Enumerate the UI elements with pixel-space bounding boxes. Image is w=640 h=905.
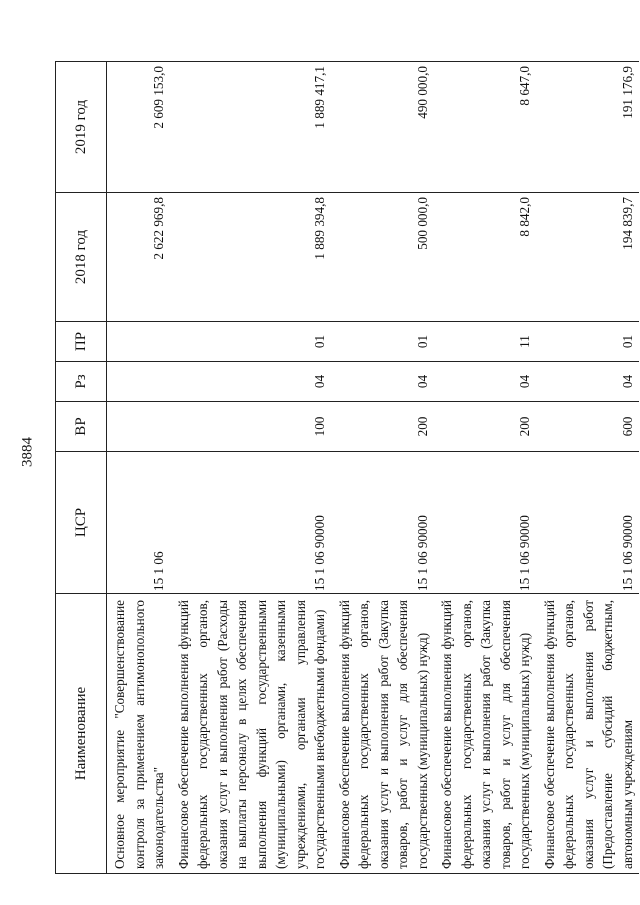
row-vr: 600 xyxy=(537,402,640,452)
row-2018: 8 842,0 xyxy=(434,193,537,322)
row-rz: 04 xyxy=(332,362,435,402)
row-name: Финансовое обеспечение выполнения функций федеральных государственных органов, оказания услуг и выполнения работ (Предоставление субсидий бюджетным, автономным учреждениям xyxy=(537,594,640,874)
row-rz: 04 xyxy=(434,362,537,402)
row-2019: 191 176,9 xyxy=(537,62,640,193)
row-2018: 1 889 394,8 xyxy=(171,193,332,322)
header-row xyxy=(56,62,107,874)
row-name: Финансовое обеспечение выполнения функций федеральных государственных органов, оказания услуг и выполнения работ (Закупка товаров, работ и услуг для обеспечения государственных (муниципальных) нужд) xyxy=(332,594,435,874)
row-csr: 15 1 06 90000 xyxy=(537,452,640,594)
row-name: Финансовое обеспечение выполнения функций федеральных государственных органов, оказания услуг и выполнения работ (Расходы на выплаты персоналу в целях обеспечения выполнения функций государственными (муниципальными) органами, казенными учреждениями, органами управления государственными внебюджетными фондами) xyxy=(171,594,332,874)
budget-table xyxy=(55,61,639,874)
row-vr: 200 xyxy=(332,402,435,452)
row-2019: 490 000,0 xyxy=(332,62,435,193)
row-csr: 15 1 06 90000 xyxy=(332,452,435,594)
row-vr: 200 xyxy=(434,402,537,452)
row-pr: 01 xyxy=(171,322,332,362)
row-rz xyxy=(107,362,171,402)
header-2019: 2019 год xyxy=(56,62,107,193)
row-pr xyxy=(107,322,171,362)
row-2018: 500 000,0 xyxy=(332,193,435,322)
table-row xyxy=(332,62,435,874)
row-vr: 100 xyxy=(171,402,332,452)
row-csr: 15 1 06 90000 xyxy=(171,452,332,594)
row-vr xyxy=(107,402,171,452)
row-rz: 04 xyxy=(537,362,640,402)
header-rz: Рз xyxy=(56,362,107,402)
table-row xyxy=(171,62,332,874)
header-vr: ВР xyxy=(56,402,107,452)
table-row xyxy=(434,62,537,874)
table-row xyxy=(107,62,171,874)
row-rz: 04 xyxy=(171,362,332,402)
header-name: Наименование xyxy=(56,594,107,874)
header-2018: 2018 год xyxy=(56,193,107,322)
budget-table-rotated xyxy=(55,62,635,874)
row-pr: 01 xyxy=(537,322,640,362)
row-pr: 11 xyxy=(434,322,537,362)
row-2018: 2 622 969,8 xyxy=(107,193,171,322)
row-name: Финансовое обеспечение выполнения функций федеральных государственных органов, оказания услуг и выполнения работ (Закупка товаров, работ и услуг для обеспечения государственных (муниципальных) нужд) xyxy=(434,594,537,874)
row-csr: 15 1 06 xyxy=(107,452,171,594)
row-2019: 1 889 417,1 xyxy=(171,62,332,193)
table-row xyxy=(537,62,640,874)
row-csr: 15 1 06 90000 xyxy=(434,452,537,594)
row-2019: 8 647,0 xyxy=(434,62,537,193)
row-2018: 194 839,7 xyxy=(537,193,640,322)
header-pr: ПР xyxy=(56,322,107,362)
header-csr: ЦСР xyxy=(56,452,107,594)
row-pr: 01 xyxy=(332,322,435,362)
row-2019: 2 609 153,0 xyxy=(107,62,171,193)
row-name: Основное мероприятие "Совершенствование контроля за применением антимонопольного законодательства" xyxy=(107,594,171,874)
page-number: 3884 xyxy=(19,437,36,467)
